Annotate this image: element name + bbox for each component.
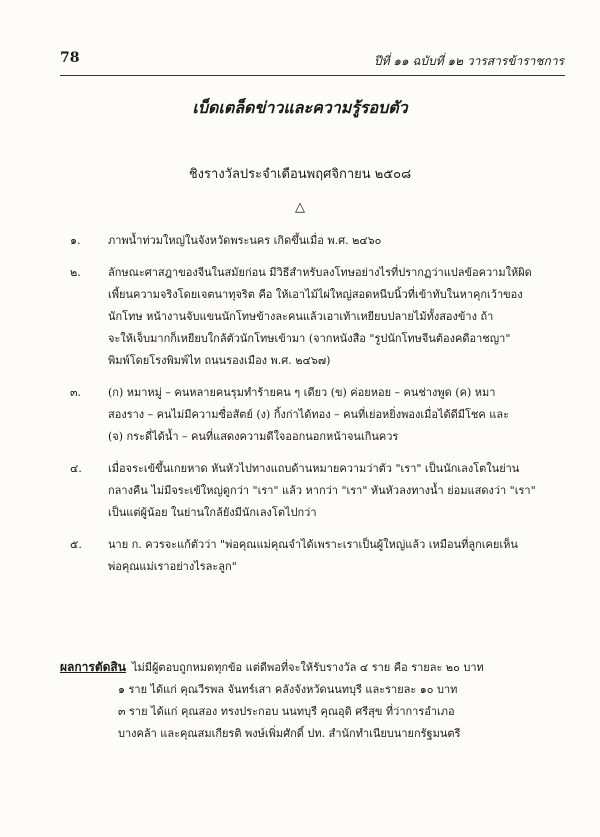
result-line <box>60 656 570 679</box>
answer-line: สองราง – คนไม่มีความซื่อสัตย์ (ง) กิ้งก่าได้ทอง – คนที่เย่อหยิ่งพองเมื่อได้ดีมีโชค และ <box>108 408 509 421</box>
answer-number: ๔. <box>70 462 82 475</box>
answer-line: เพี้ยนความจริงโดยเจตนาทุจริต คือ ให้เอาไม้ไผ่ใหญ่สอดหนีบนิ้วที่เข้าทับในหาคุกเว้าของ <box>108 288 523 301</box>
answer-number: ๒. <box>70 266 81 279</box>
answer-number: ๕. <box>70 538 82 551</box>
answer-line: เมื่อจระเข้ขึ้นเกยหาด หันหัวไปทางแถบด้านหมายความว่าตัว "เรา" เป็นนักเลงโตในย่าน <box>108 462 520 475</box>
header-rule <box>60 75 565 76</box>
result-line: ๓ ราย ได้แก่ คุณสอง ทรงประกอบ นนทบุรี คุณอุดิ ศรีสุข ที่ว่าการอำเภอ <box>118 705 455 718</box>
answer-line: (จ) กระดี่ได้น้ำ – คนที่แสดงความดีใจออกนอกหน้าจนเกินควร <box>108 430 399 443</box>
answer-line: พ่อคุณแม่เราอย่างไรละลูก" <box>108 560 237 573</box>
page-number: 78 <box>60 50 80 66</box>
answer-number: ๑. <box>70 234 81 247</box>
result-line: บางคล้า และคุณสมเกียรติ พงษ์เพิ่มศักดิ์ ปท. สำนักทำเนียบนายกรัฐมนตรี <box>118 727 461 740</box>
running-head: ปีที่ ๑๑ ฉบับที่ ๑๒ วารสารข้าราชการ <box>373 54 564 68</box>
result-heading: ผลการตัดสิน <box>60 660 126 674</box>
answer-line: (ก) หมาหมู่ – คนหลายคนรุมทำร้ายคน ๆ เดียว (ข) ค่อยหอย – คนช่างพูด (ค) หมา <box>108 386 496 399</box>
answer-line: พิมพ์โดยโรงพิมพ์ไท ถนนรองเมือง พ.ศ. ๒๔๖๗) <box>108 354 331 367</box>
result-section <box>60 656 570 745</box>
answer-line: เป็นแต่ผู้น้อย ในย่านใกล้ยังมีนักเลงโตไปกว่า <box>108 506 317 519</box>
answer-line: นักโทษ หน้างานจับแขนนักโทษข้างละคนแล้วเอาเท้าเหยียบปลายไม้ทั้งสองข้าง ถ้า <box>108 310 494 323</box>
answer-line: กลางคืน ไม่มีจระเข้ใหญ่ดูกว่า "เรา" แล้ว หากว่า "เรา" หันหัวลงทางน้ำ ย่อมแสดงว่า "เรา" <box>108 484 536 497</box>
result-text: ไม่มีผู้ตอบถูกหมดทุกข้อ แต่ดีพอที่จะให้รับรางวัล ๔ ราย คือ รายละ ๒๐ บาท <box>131 661 484 674</box>
answer-number: ๓. <box>70 386 82 399</box>
result-line: ๑ ราย ได้แก่ คุณวีรพล จันทร์เสา คลังจังหวัดนนทบุรี และรายละ ๑๐ บาท <box>118 683 458 696</box>
answer-item <box>70 458 568 524</box>
answer-item <box>70 534 568 578</box>
section-title: เบ็ดเตล็ดข่าวและความรู้รอบตัว <box>192 98 408 117</box>
answer-item <box>70 230 568 252</box>
answer-line: จะให้เจ็บมากก็เหยียบใกล้ตัวนักโทษเข้ามา (จากหนังสือ "รูปนักโทษจีนต้องคดีอาชญา" <box>108 332 511 345</box>
answer-line: นาย ก. ควรจะแก้ตัวว่า "พ่อคุณแม่คุณจำได้เพราะเราเป็นผู้ใหญ่แล้ว เหมือนที่ลูกเคยเห็น <box>108 538 518 551</box>
answer-line: ลักษณะศาสฎาของจีนในสมัยก่อน มีวิธีสำหรับลงโทษอย่างไรที่ปรากฏว่าแปลข้อความให้ผิด <box>108 266 532 279</box>
contest-title: ชิงรางวัลประจำเดือนพฤศจิกายน ๒๕๐๘ <box>188 167 412 182</box>
answer-list <box>70 230 568 588</box>
answer-item <box>70 382 568 448</box>
answer-line: ภาพน้ำท่วมใหญ่ในจังหวัดพระนคร เกิดขึ้นเมื่อ พ.ศ. ๒๔๖๐ <box>108 234 382 247</box>
answer-item <box>70 262 568 372</box>
delta-symbol: △ <box>295 200 305 215</box>
